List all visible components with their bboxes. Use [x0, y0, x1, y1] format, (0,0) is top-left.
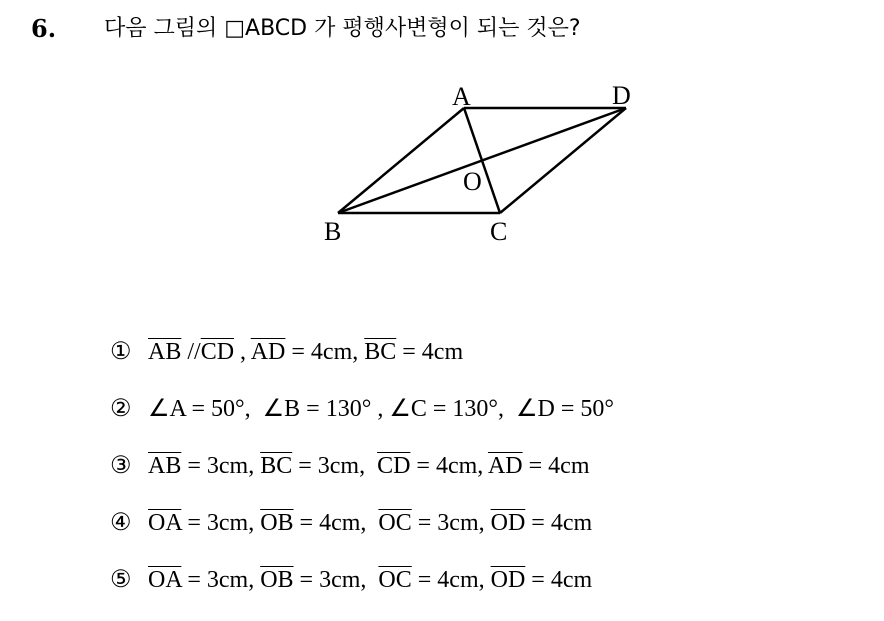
- segment-ab: $\overline{AB}$: [148, 453, 182, 479]
- segment-oa: $\overline{OA}$: [148, 510, 182, 536]
- option-text: $\overline{AB}$ $//\overline{CD}$ , $\overline{AD} = 4cm$, $\overline{BC} = 4cm$: [148, 339, 464, 365]
- segment-cd: $\overline{CD}$: [200, 339, 235, 365]
- option-1[interactable]: [110, 336, 614, 393]
- label-b: B: [324, 217, 342, 246]
- segment-bc: $\overline{BC}$: [260, 453, 293, 479]
- segment-od: $\overline{OD}$: [490, 510, 526, 536]
- question-number: 6.: [31, 14, 57, 43]
- segment-ad: $\overline{AD}$: [250, 339, 286, 365]
- side-cd: [500, 108, 626, 213]
- option-marker: ②: [110, 396, 132, 422]
- option-text: $\overline{OA} = 3cm$, $\overline{OB} = 3cm$, $\overline{OC} = 4cm$, $\overline{OD} = 4cm$: [148, 567, 593, 593]
- option-marker: ④: [110, 510, 132, 536]
- option-text: $\overline{OA} = 3cm$, $\overline{OB} = 4cm$, $\overline{OC} = 3cm$, $\overline{OD} = 4cm$: [148, 510, 593, 536]
- segment-oc: $\overline{OC}$: [378, 510, 412, 536]
- answer-options: [110, 336, 614, 621]
- question-text: 다음 그림의 □ABCD 가 평행사변형이 되는 것은?: [104, 16, 581, 41]
- option-4[interactable]: [110, 507, 614, 564]
- diagonal-bd: [338, 108, 626, 213]
- option-5[interactable]: [110, 564, 614, 621]
- option-3[interactable]: [110, 450, 614, 507]
- segment-ad: $\overline{AD}$: [487, 453, 523, 479]
- option-marker: ③: [110, 453, 132, 479]
- segment-ob: $\overline{OB}$: [260, 510, 294, 536]
- option-text: $\overline{AB} = 3cm$, $\overline{BC} = 3cm$, $\overline{CD} = 4cm$, $\overline{AD} = 4cm$: [148, 453, 590, 479]
- label-a: A: [452, 82, 471, 111]
- segment-ob: $\overline{OB}$: [260, 567, 294, 593]
- segment-oc: $\overline{OC}$: [378, 567, 412, 593]
- label-d: D: [612, 81, 631, 110]
- option-marker: ⑤: [110, 567, 132, 593]
- segment-bc: $\overline{BC}$: [364, 339, 397, 365]
- option-marker: ①: [110, 339, 132, 365]
- segment-cd: $\overline{CD}$: [377, 453, 411, 479]
- segment-od: $\overline{OD}$: [490, 567, 526, 593]
- label-c: C: [490, 217, 508, 246]
- side-ab: [338, 108, 464, 213]
- segment-oa: $\overline{OA}$: [148, 567, 182, 593]
- segment-ab: $\overline{AB}$: [148, 339, 182, 365]
- parallelogram-figure: [300, 70, 660, 250]
- label-o: O: [463, 167, 482, 196]
- option-2[interactable]: [110, 393, 614, 450]
- option-text: ∠A = 50°, ∠B = 130° , ∠C = 130°, ∠D = 50°: [148, 396, 614, 422]
